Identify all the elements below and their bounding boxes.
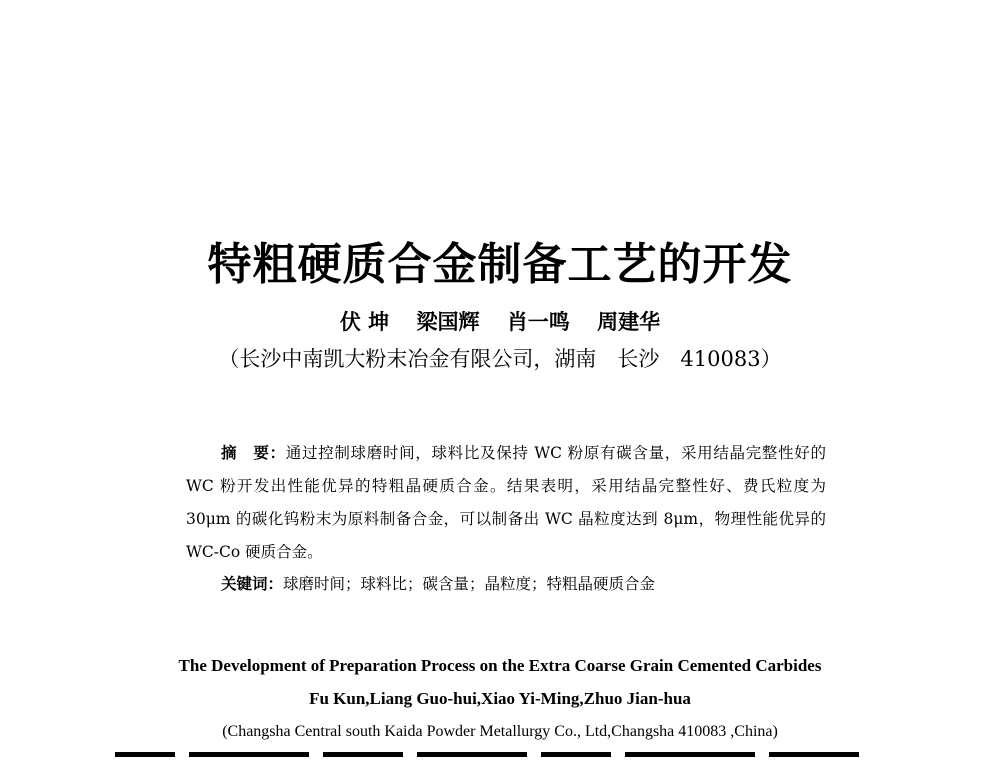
keywords-section	[221, 572, 655, 594]
paper-title: 特粗硬质合金制备工艺的开发	[207, 239, 793, 290]
author-name: 梁国辉	[416, 310, 480, 334]
author-list	[0, 306, 1000, 336]
english-title: The Development of Preparation Process on the Extra Coarse Grain Cemented Carbides	[178, 656, 822, 675]
author-affiliation: （长沙中南凯大粉末冶金有限公司，湖南 长沙 410083）	[218, 347, 782, 371]
author-name: 伏 坤	[339, 310, 390, 334]
abstract-label: 摘 要：	[221, 443, 286, 462]
english-affiliation: (Changsha Central south Kaida Powder Metallurgy Co., Ltd,Changsha 410083 ,China)	[222, 723, 778, 740]
author-name: 周建华	[597, 310, 661, 334]
keywords-label: 关键词：	[221, 574, 284, 593]
english-authors: Fu Kun,Liang Guo-hui,Xiao Yi-Ming,Zhuo Jian-hua	[309, 689, 691, 708]
author-name: 肖一鸣	[506, 310, 570, 334]
abstract-section	[186, 436, 826, 569]
abstract-text: 通过控制球磨时间，球料比及保持 WC 粉原有碳含量，采用结晶完整性好的 WC 粉开发出性能优异的特粗晶硬质合金。结果表明，采用结晶完整性好、费氏粒度为 30μm 的碳化钨粉末为原料制备合金，可以制备出 WC 晶粒度达到 8μm，物理性能优异的 WC-Co 硬质合金。	[186, 444, 826, 561]
keywords-text: 球磨时间；球料比；碳含量；晶粒度；特粗晶硬质合金	[283, 575, 656, 593]
cropped-text-line	[115, 752, 895, 768]
